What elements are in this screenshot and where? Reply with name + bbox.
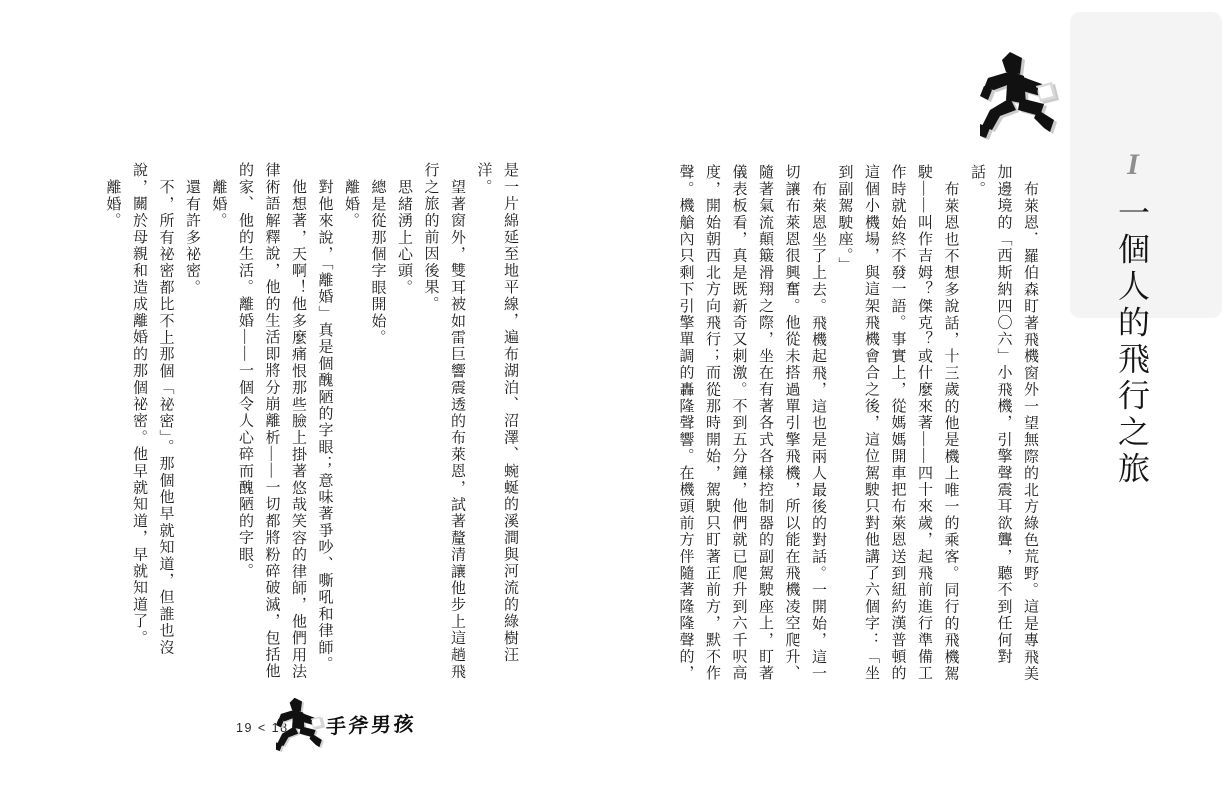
paragraph: 布萊恩也不想多說話，十三歲的他是機上唯一的乘客。同行的飛機駕駛——叫作吉姆？傑克？或什麼來著——四十來歲，起飛前進行準備工作時就始終不發一語。事實上，從媽媽開車把布萊恩送到紐約漢普頓的這個小機場，與這架飛機會合之後，這位駕駛只對他講了六個字：「坐到副駕駛座。」 xyxy=(836,164,959,682)
paragraph: 不，所有祕密都比不上那個「祕密」。那個他早就知道，但誰也沒說，關於母親和造成離婚的那個祕密。他早就知道，早就知道了。 xyxy=(131,162,174,656)
paragraph: 布萊恩．羅伯森盯著飛機窗外一望無際的北方綠色荒野。這是專飛美加邊境的「西斯納四〇六」小飛機，引擎聲震耳欲聾，聽不到任何對話。 xyxy=(969,164,1038,682)
paragraph: 總是從那個字眼開始。 xyxy=(369,179,386,346)
paragraph: 離婚。 xyxy=(343,179,359,230)
chapter-number: I xyxy=(1127,148,1139,181)
page-indicator: 19 < 18 xyxy=(236,721,289,735)
paragraph: 思緒湧上心頭。 xyxy=(396,179,412,296)
left-page-text xyxy=(99,162,523,686)
paragraph: 望著窗外，雙耳被如雷巨響震透的布萊恩，試著釐清讓他步上這趟飛行之旅的前因後果。 xyxy=(422,162,465,680)
paragraph: 他想著，天啊！他多麼痛恨那些臉上掛著悠哉笑容的律師，他們用法律術語解釋說，他的生活即將分崩離析——一切都將粉碎破滅，包括他的家、他的生活。離婚——一個令人心碎而醜陋的字眼。 xyxy=(237,162,306,680)
series-title-logo: 手斧男孩 xyxy=(325,713,417,739)
paragraph: 布萊恩坐了上去。飛機起飛，這也是兩人最後的對話。一開始，這一切讓布萊恩很興奮。他從未搭過單引擎飛機，所以能在飛機凌空爬升、隨著氣流顛簸滑翔之際，坐在有著各式各樣控制器的副駕駛座上，盯著儀表板看，真是既新奇又刺激。不到五分鐘，他們就已爬升到六千呎高度，開始朝西北方向飛行；而從那時開始，駕駛只盯著正前方，默不作聲。機艙內只剩下引擎單調的轟隆聲響。在機頭前方伴隨著隆隆聲的， xyxy=(677,164,826,682)
running-boy-logo-icon xyxy=(276,696,328,754)
running-boy-icon xyxy=(980,52,1064,140)
paragraph: 對他來說，「離婚」真是個醜陋的字眼；意味著爭吵、嘶吼和律師。 xyxy=(316,179,333,673)
paragraph: 離婚。 xyxy=(104,179,121,230)
chapter-title: 一個人的飛行之旅 xyxy=(1114,196,1150,488)
right-page-text xyxy=(672,164,1043,688)
paragraph-continuation: 是一片綿延至地平線，遍布湖泊、沼澤、蜿蜒的溪澗與河流的綠樹汪洋。 xyxy=(475,162,518,663)
paragraph: 還有許多祕密。 xyxy=(184,179,200,296)
paragraph: 離婚。 xyxy=(210,179,227,230)
